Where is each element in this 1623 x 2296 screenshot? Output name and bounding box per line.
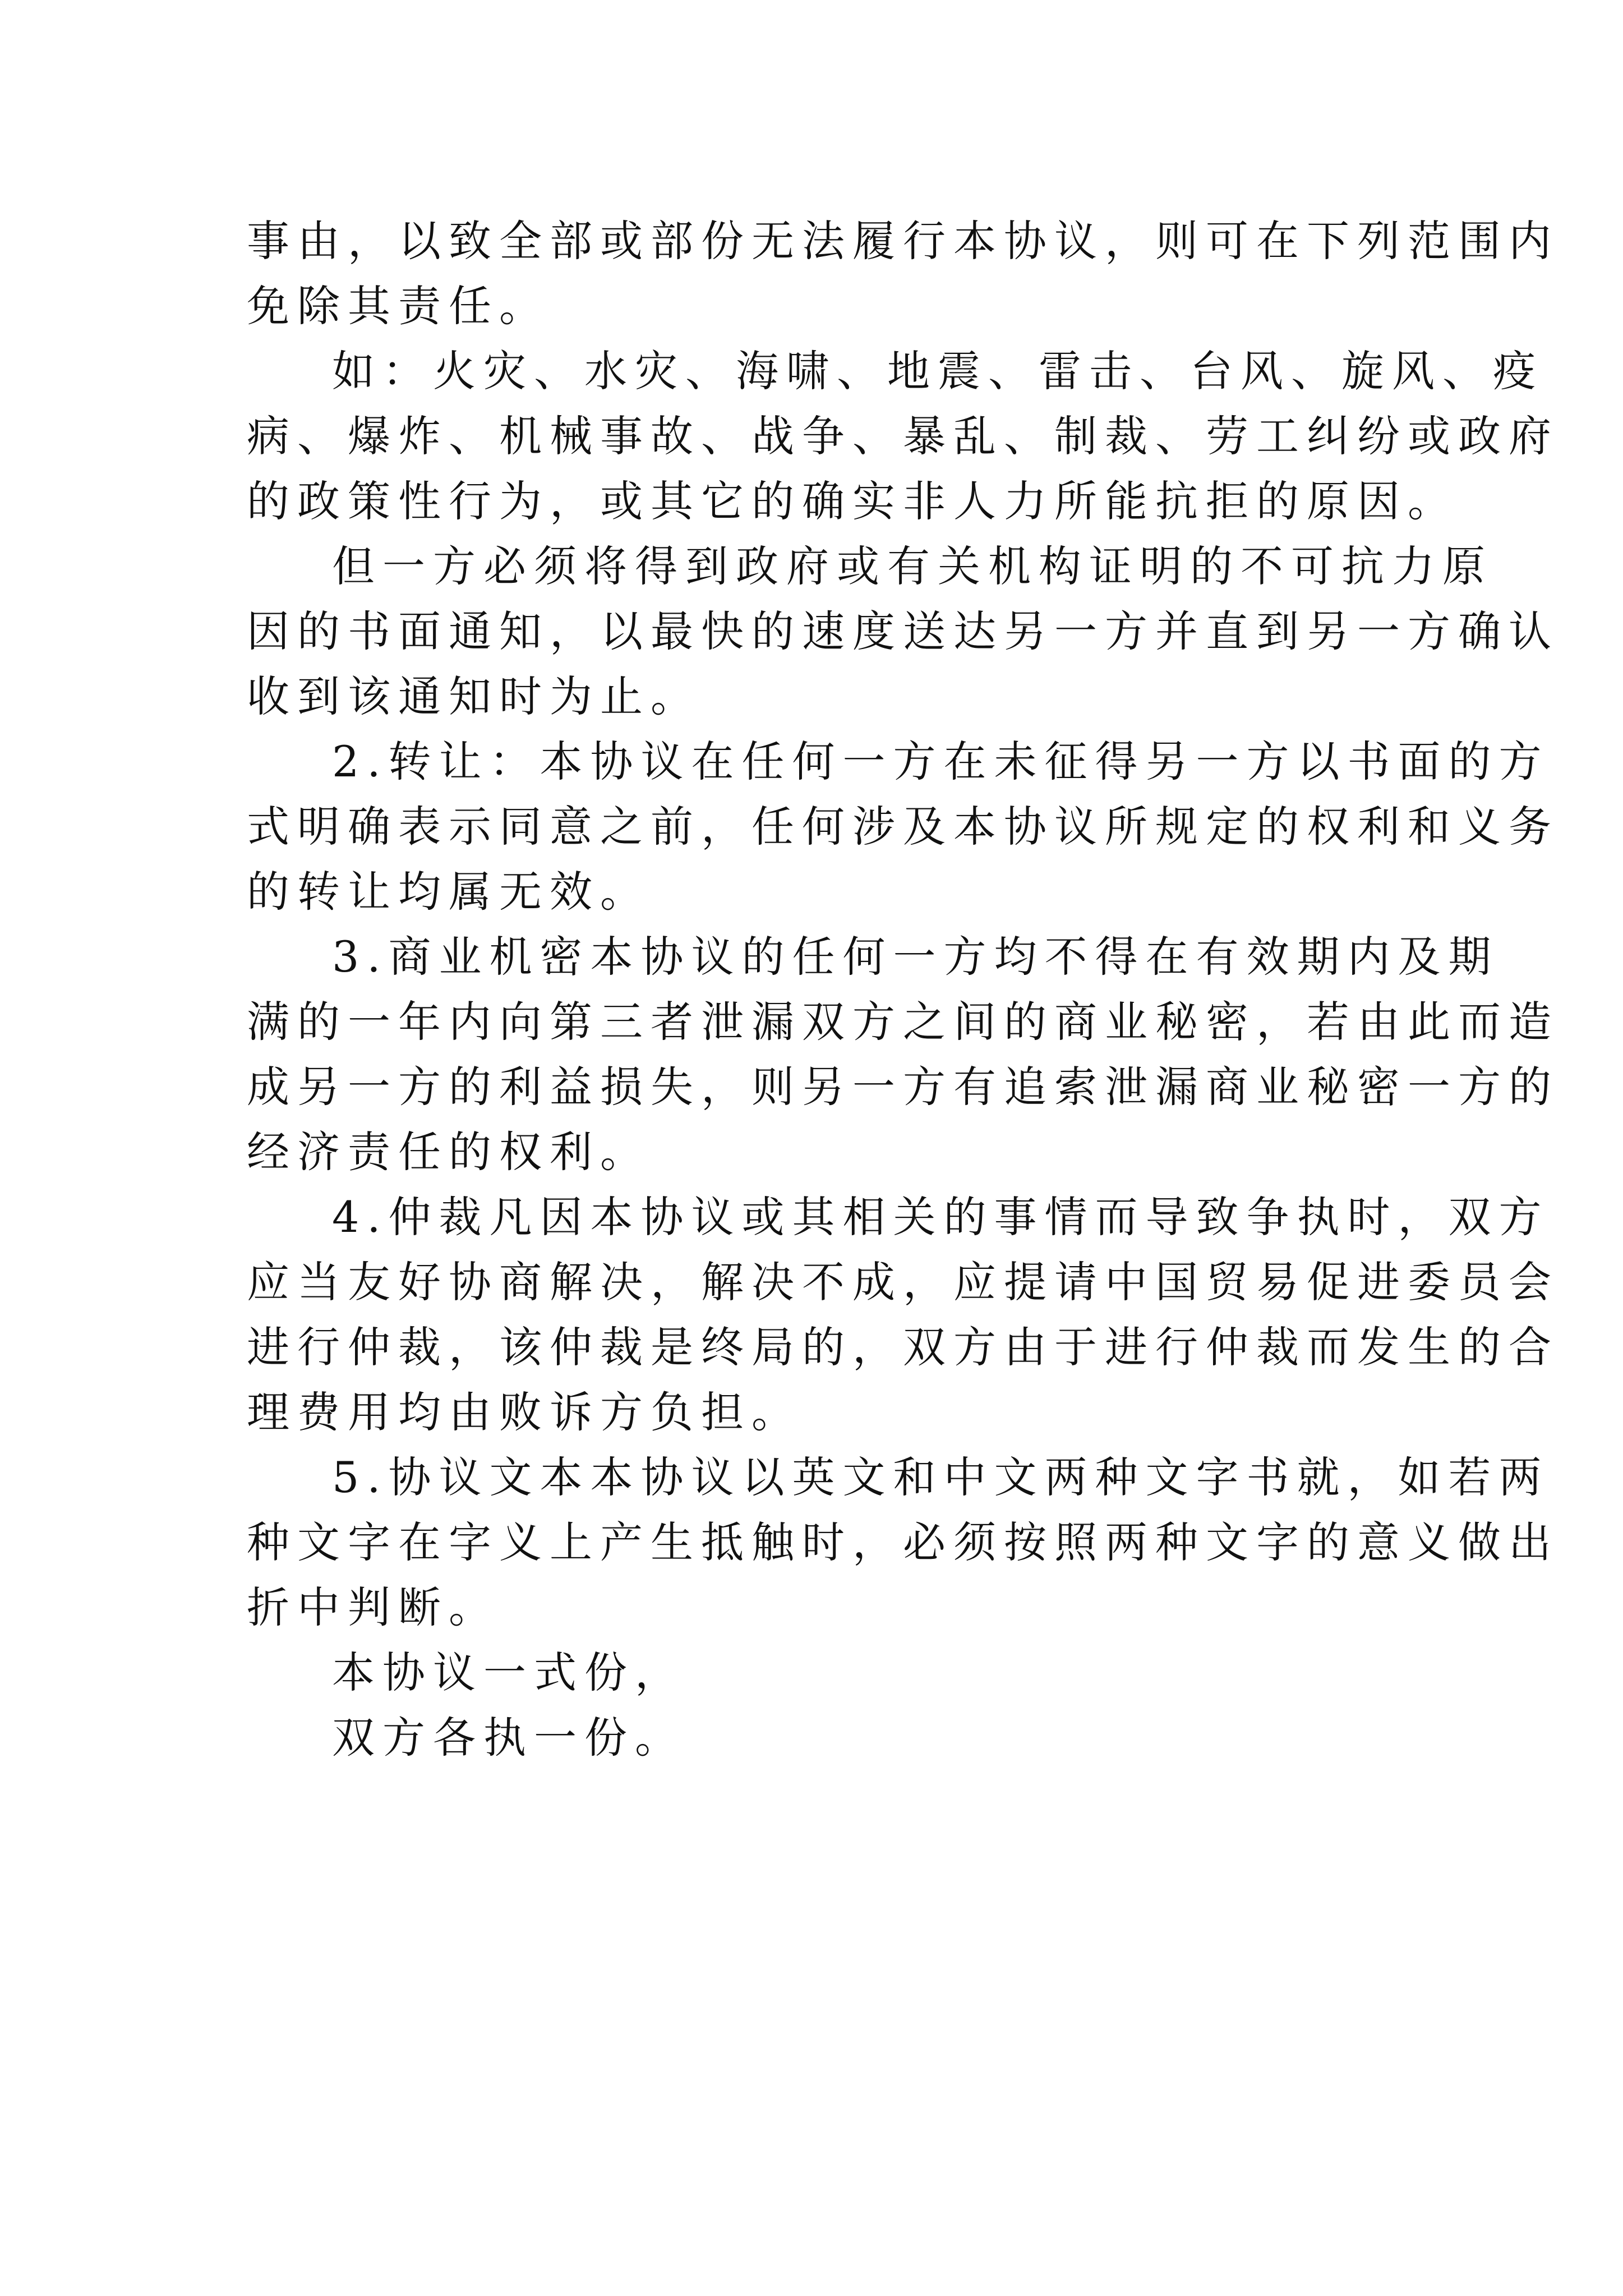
- text-line: 但一方必须将得到政府或有关机构证明的不可抗力原: [332, 541, 1493, 591]
- text-line: 式明确表示同意之前，任何涉及本协议所规定的权利和义务: [247, 802, 1559, 852]
- text-line: 的政策性行为，或其它的确实非人力所能抗拒的原因。: [247, 476, 1458, 526]
- paragraph-copies-2: [247, 1705, 1391, 1770]
- text-line: 理费用均由败诉方负担。: [247, 1387, 802, 1437]
- text-line: 进行仲裁，该仲裁是终局的，双方由于进行仲裁而发生的合: [247, 1322, 1559, 1372]
- paragraph-clause-3-confidentiality: [247, 924, 1559, 1185]
- paragraph-clause-4-arbitration: [247, 1185, 1559, 1445]
- text-line: 因的书面通知，以最快的速度送达另一方并直到另一方确认: [247, 606, 1559, 656]
- text-line: 折中判断。: [247, 1582, 499, 1632]
- text-line: 病、爆炸、机械事故、战争、暴乱、制裁、劳工纠纷或政府: [247, 411, 1559, 461]
- text-line: 如：火灾、水灾、海啸、地震、雷击、台风、旋风、疫: [332, 346, 1543, 396]
- text-line: 免除其责任。: [247, 281, 550, 331]
- text-line: 5.协议文本本协议以英文和中文两种文字书就，如若两: [332, 1452, 1550, 1502]
- document-body: [247, 209, 1559, 1770]
- text-line: 的转让均属无效。: [247, 867, 651, 917]
- text-line: 双方各执一份。: [332, 1713, 685, 1763]
- text-line: 4.仲裁凡因本协议或其相关的事情而导致争执时，双方: [332, 1192, 1550, 1242]
- paragraph-force-majeure-notice: [247, 534, 1559, 729]
- paragraph-clause-2-transfer: [247, 729, 1559, 924]
- paragraph-clause-5-text: [247, 1445, 1559, 1640]
- paragraph-copies-1: [247, 1640, 1391, 1705]
- text-line: 经济责任的权利。: [247, 1127, 651, 1177]
- text-line: 满的一年内向第三者泄漏双方之间的商业秘密，若由此而造: [247, 997, 1559, 1047]
- paragraph-force-majeure-examples: [247, 339, 1559, 534]
- text-line: 收到该通知时为止。: [247, 671, 701, 721]
- text-line: 成另一方的利益损失，则另一方有追索泄漏商业秘密一方的: [247, 1062, 1559, 1112]
- paragraph-force-majeure-tail: [247, 209, 1559, 339]
- text-line: 种文字在字义上产生抵触时，必须按照两种文字的意义做出: [247, 1517, 1559, 1567]
- text-line: 应当友好协商解决，解决不成，应提请中国贸易促进委员会: [247, 1257, 1559, 1307]
- text-line: 本协议一式份，: [332, 1648, 685, 1697]
- text-line: 2.转让：本协议在任何一方在未征得另一方以书面的方: [332, 737, 1550, 786]
- text-line: 3.商业机密本协议的任何一方均不得在有效期内及期: [332, 932, 1499, 982]
- text-line: 事由，以致全部或部份无法履行本协议，则可在下列范围内: [247, 216, 1559, 266]
